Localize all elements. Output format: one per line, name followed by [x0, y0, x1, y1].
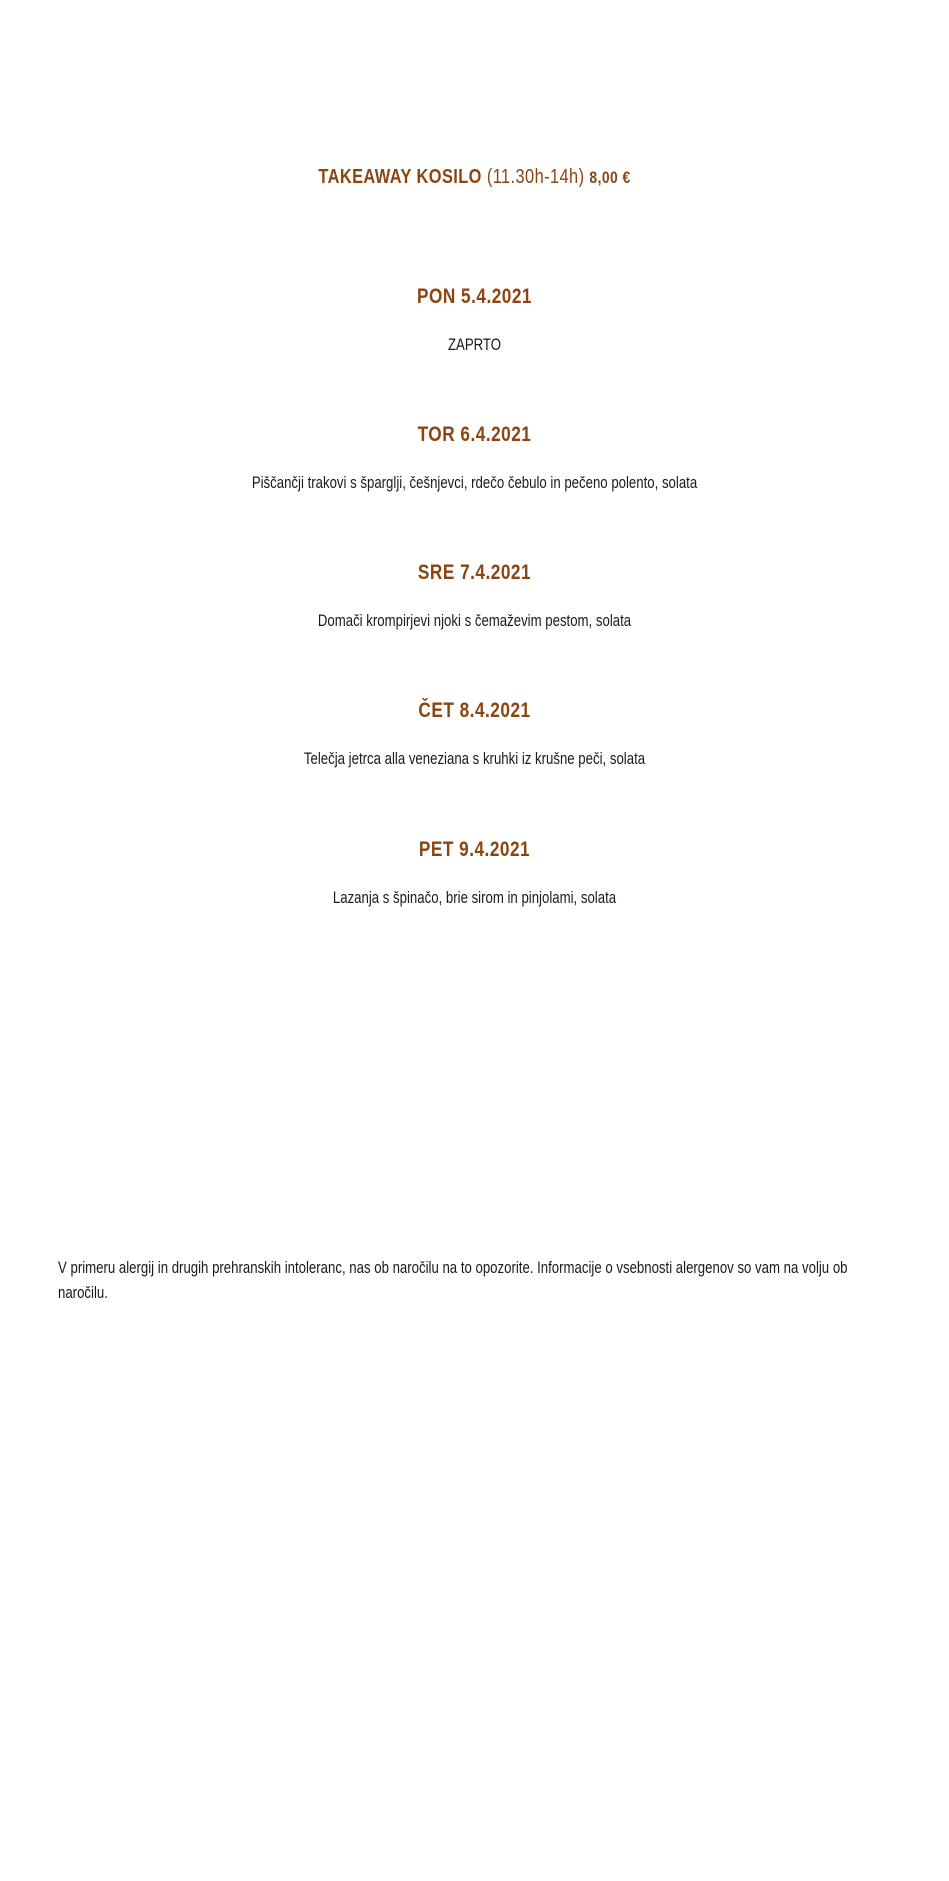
allergen-note: [58, 1256, 898, 1306]
title-label: TAKEAWAY KOSILO: [318, 166, 482, 188]
day-label: ČET 8.4.2021: [418, 699, 531, 722]
day-label: SRE 7.4.2021: [417, 561, 532, 584]
title-price: 8,00 €: [589, 168, 631, 187]
day-dish: Telečja jetrca alla veneziana s kruhki iz krušne peči, solata: [303, 750, 646, 768]
day-block-thursday: [0, 699, 949, 769]
day-block-tuesday: [0, 423, 949, 493]
day-block-wednesday: [0, 561, 949, 631]
day-dish: Domači krompirjevi njoki s čemaževim pestom, solata: [317, 612, 632, 630]
day-dish: ZAPRTO: [447, 336, 502, 354]
day-block-monday: [0, 285, 949, 355]
menu-title: [85, 166, 863, 189]
day-label: PON 5.4.2021: [416, 285, 533, 308]
day-label: PET 9.4.2021: [418, 838, 531, 861]
day-dish: Piščančji trakovi s šparglji, češnjevci, rdečo čebulo in pečeno polento, solata: [251, 474, 698, 492]
title-hours: (11.30h-14h): [486, 166, 585, 188]
allergen-note-line-2: naročilu.: [58, 1284, 108, 1302]
day-dish: Lazanja s špinačo, brie sirom in pinjolami, solata: [332, 889, 617, 907]
allergen-note-line-1: V primeru alergij in drugih prehranskih intoleranc, nas ob naročilu na to opozorite. Informacije o vsebnosti alergenov so vam na volju ob: [58, 1259, 848, 1277]
day-block-friday: [0, 838, 949, 908]
day-label: TOR 6.4.2021: [417, 423, 532, 446]
